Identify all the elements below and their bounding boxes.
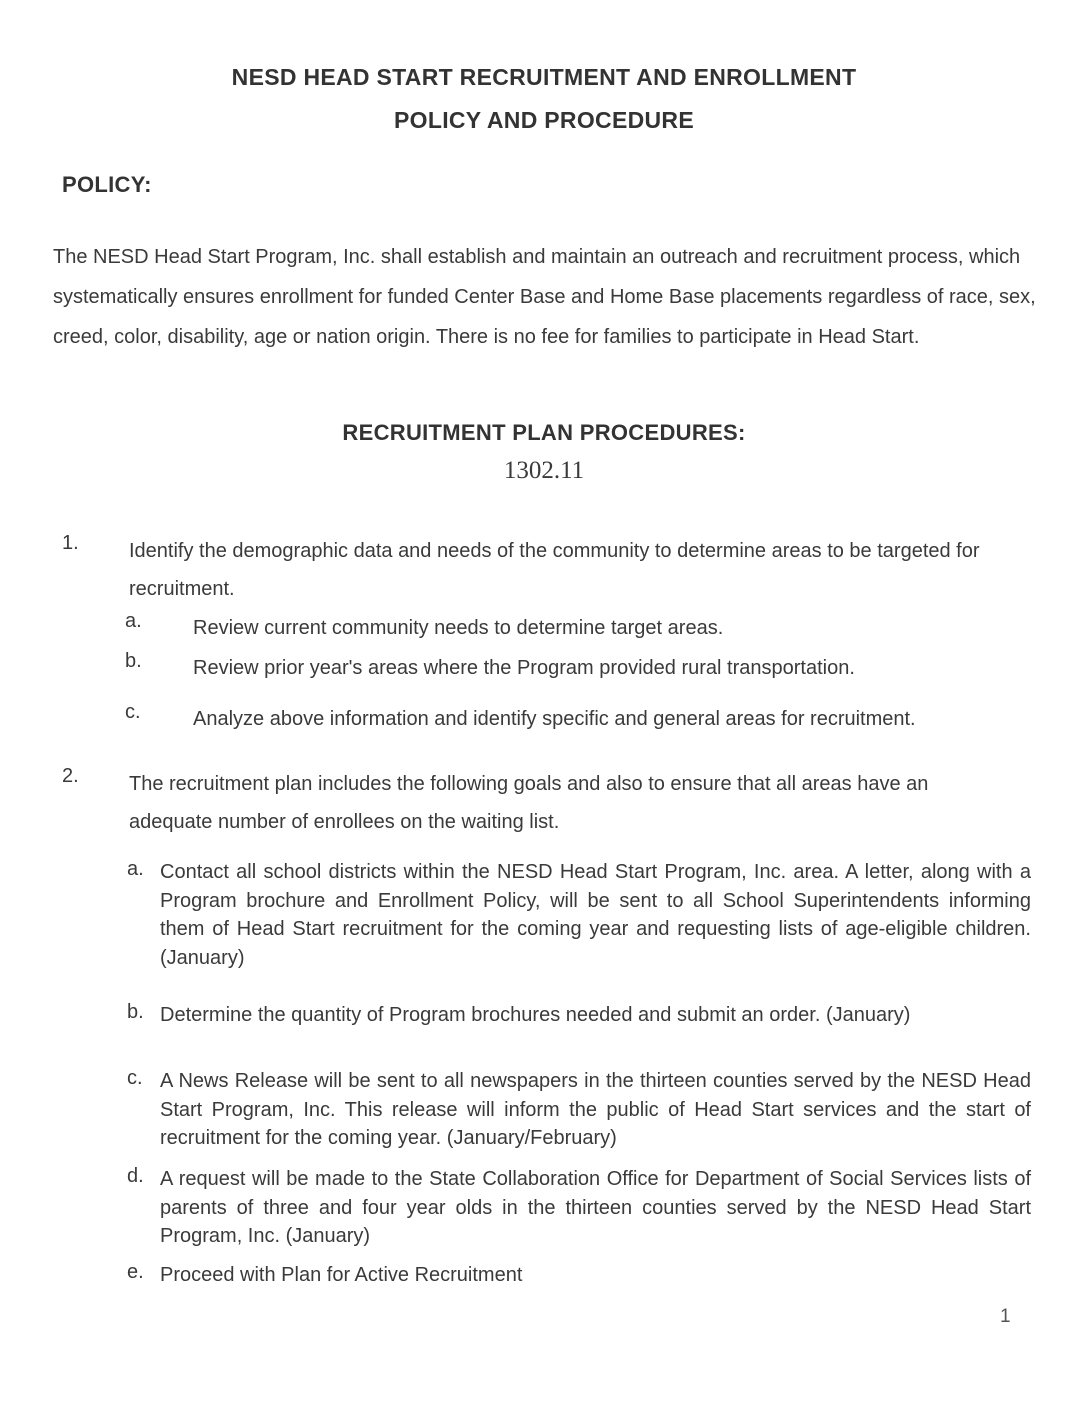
list-item-2e-letter: e. [127, 1261, 144, 1283]
list-item-1a-letter: a. [125, 610, 142, 632]
list-item-2d [127, 1165, 1031, 1251]
list-item-1c-letter: c. [125, 701, 141, 723]
list-item-1c [125, 701, 1043, 738]
list-item-1b [125, 650, 1043, 687]
list-item-2 [62, 765, 1009, 841]
list-item-2a-text: Contact all school districts within the NESD Head Start Program, Inc. area. A letter, along with a Program brochure and Enrollment Policy, will be sent to all School Superintendents informing them of Head Start recruitment for the coming year and requesting lists of age-eligible children. (January) [160, 861, 1031, 969]
title-line-1: NESD HEAD START RECRUITMENT AND ENROLLMENT [231, 64, 857, 90]
list-item-2b-text: Determine the quantity of Program brochures needed and submit an order. (January) [160, 1004, 911, 1026]
list-item-1b-letter: b. [125, 650, 142, 672]
section-heading: RECRUITMENT PLAN PROCEDURES: [342, 420, 746, 445]
list-item-2e-text: Proceed with Plan for Active Recruitment [160, 1264, 523, 1286]
list-item-2b [127, 1001, 1031, 1030]
list-item-2c-text: A News Release will be sent to all newspapers in the thirteen counties served by the NESD Head Start Program, Inc. This release will inform the public of Head Start services and the start of recruitment for the coming year. (January/February) [160, 1070, 1031, 1149]
document-title [0, 56, 1088, 142]
list-item-1b-text: Review prior year's areas where the Program provided rural transportation. [193, 657, 855, 679]
policy-heading: POLICY: [62, 172, 152, 197]
list-item-2b-letter: b. [127, 1001, 144, 1023]
list-item-2a-letter: a. [127, 858, 144, 880]
policy-paragraph: The NESD Head Start Program, Inc. shall establish and maintain an outreach and recruitment process, which systematically ensures enrollment for funded Center Base and Home Base placements regardless of race, sex, creed, color, disability, age or nation origin. There is no fee for families to participate in Head Start. [53, 246, 1036, 348]
list-item-2-text: The recruitment plan includes the following goals and also to ensure that all areas have an adequate number of enrollees on the waiting list. [129, 773, 929, 833]
list-item-1a-text: Review current community needs to determine target areas. [193, 617, 724, 639]
list-item-1-number: 1. [62, 532, 79, 554]
list-item-2a [127, 858, 1031, 972]
list-item-2-number: 2. [62, 765, 79, 787]
title-line-2: POLICY AND PROCEDURE [394, 107, 694, 133]
list-item-2c-letter: c. [127, 1067, 143, 1089]
list-item-1-text: Identify the demographic data and needs of the community to determine areas to be targeted for recruitment. [129, 540, 980, 600]
list-item-1 [62, 532, 1009, 608]
list-item-2d-text: A request will be made to the State Collaboration Office for Department of Social Services lists of parents of three and four year olds in the thirteen counties served by the NESD Head Start Program, Inc. (January) [160, 1168, 1031, 1247]
list-item-2c [127, 1067, 1031, 1153]
section-number: 1302.11 [503, 457, 585, 484]
list-item-1c-text: Analyze above information and identify specific and general areas for recruitment. [193, 708, 916, 730]
list-item-1a [125, 610, 1043, 647]
list-item-2e [127, 1261, 1031, 1290]
page-number: 1 [1000, 1306, 1011, 1327]
list-item-2d-letter: d. [127, 1165, 144, 1187]
